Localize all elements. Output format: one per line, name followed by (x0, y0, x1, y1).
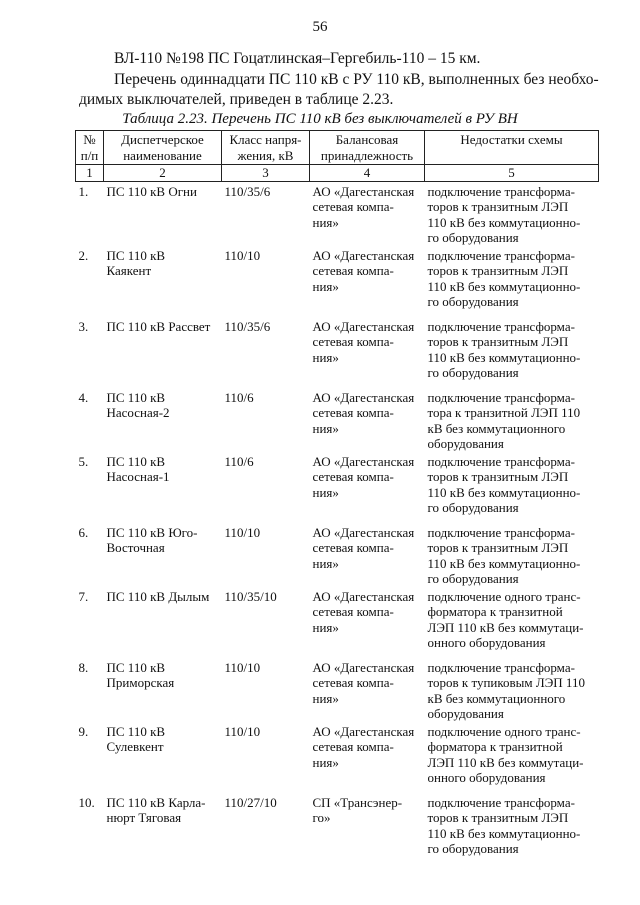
paragraph-intro-line1: Перечень одиннадцати ПС 110 кВ с РУ 110 кВ, выполненных без необхо- (114, 71, 599, 88)
row-number: 9. (78, 723, 89, 739)
substation-name: ПС 110 кВ Дылым (106, 588, 210, 604)
row-number: 4. (78, 389, 89, 405)
column-number: 1 (76, 165, 104, 182)
row-number: 2. (78, 247, 89, 263)
table-row (76, 246, 599, 317)
substation-name: ПС 110 кВ Каякент (106, 247, 166, 278)
substation-name: ПС 110 кВ Карла- нюрт Тяговая (106, 794, 206, 825)
table-row (76, 388, 599, 452)
substations-table (75, 130, 599, 857)
paragraph-intro-line2: димых выключателей, приведен в таблице 2.23. (79, 91, 394, 108)
scheme-defect: подключение трансформа- торов к тупиковым ЛЭП 110 кВ без коммутационного оборудования (427, 659, 585, 721)
voltage-class: 110/35/10 (224, 588, 277, 604)
voltage-class: 110/10 (224, 524, 261, 540)
row-number: 3. (78, 318, 89, 334)
column-number: 2 (104, 165, 222, 182)
ownership: АО «Дагестанская сетевая компа- ния» (312, 524, 415, 571)
ownership: АО «Дагестанская сетевая компа- ния» (312, 318, 415, 365)
voltage-class: 110/27/10 (224, 794, 277, 810)
paragraph-line-vl: ВЛ-110 №198 ПС Гоцатлинская–Гергебиль-110 – 15 км. (114, 50, 481, 67)
ownership: СП «Трансэнер- го» (312, 794, 403, 825)
column-number: 5 (425, 165, 599, 182)
ownership: АО «Дагестанская сетевая компа- ния» (312, 183, 415, 230)
table-caption: Таблица 2.23. Перечень ПС 110 кВ без выключателей в РУ ВН (122, 111, 518, 127)
row-number: 7. (78, 588, 89, 604)
substation-name: ПС 110 кВ Насосная-2 (106, 389, 170, 420)
scheme-defect: подключение трансформа- торов к транзитным ЛЭП 110 кВ без коммутационно- го оборудования (427, 524, 581, 586)
ownership: АО «Дагестанская сетевая компа- ния» (312, 247, 415, 294)
scheme-defect: подключение трансформа- тора к транзитной ЛЭП 110 кВ без коммутационного оборудования (427, 389, 581, 451)
ownership: АО «Дагестанская сетевая компа- ния» (312, 723, 415, 770)
scheme-defect: подключение одного транс- форматора к транзитной ЛЭП 110 кВ без коммутаци- онного оборудования (427, 588, 584, 650)
voltage-class: 110/10 (224, 723, 261, 739)
table-row (76, 793, 599, 857)
column-number: 4 (310, 165, 425, 182)
row-number: 5. (78, 453, 89, 469)
substation-name: ПС 110 кВ Приморская (106, 659, 175, 690)
substation-name: ПС 110 кВ Рассвет (106, 318, 211, 334)
scheme-defect: подключение одного транс- форматора к транзитной ЛЭП 110 кВ без коммутаци- онного оборудования (427, 723, 584, 785)
header-ownership: Балансовая принадлежность (310, 131, 425, 165)
scheme-defect: подключение трансформа- торов к транзитным ЛЭП 110 кВ без коммутационно- го оборудования (427, 794, 581, 856)
scheme-defect: подключение трансформа- торов к транзитным ЛЭП 110 кВ без коммутационно- го оборудования (427, 183, 581, 245)
voltage-class: 110/10 (224, 659, 261, 675)
table-row (76, 587, 599, 658)
column-number: 3 (222, 165, 310, 182)
table-header-row (76, 131, 599, 165)
scheme-defect: подключение трансформа- торов к транзитным ЛЭП 110 кВ без коммутационно- го оборудования (427, 318, 581, 380)
substation-name: ПС 110 кВ Юго- Восточная (106, 524, 198, 555)
row-number: 10. (78, 794, 95, 810)
row-number: 8. (78, 659, 89, 675)
ownership: АО «Дагестанская сетевая компа- ния» (312, 453, 415, 500)
header-voltage-class: Класс напря- жения, кВ (222, 131, 310, 165)
substation-name: ПС 110 кВ Огни (106, 183, 197, 199)
scheme-defect: подключение трансформа- торов к транзитным ЛЭП 110 кВ без коммутационно- го оборудования (427, 453, 581, 515)
ownership: АО «Дагестанская сетевая компа- ния» (312, 588, 415, 635)
voltage-class: 110/6 (224, 389, 254, 405)
row-number: 6. (78, 524, 89, 540)
header-scheme-defects: Недостатки схемы (425, 131, 599, 165)
table-row (76, 523, 599, 587)
voltage-class: 110/10 (224, 247, 261, 263)
page-number: 56 (312, 19, 328, 35)
substation-name: ПС 110 кВ Сулевкент (106, 723, 166, 754)
table-row (76, 722, 599, 793)
ownership: АО «Дагестанская сетевая компа- ния» (312, 389, 415, 436)
row-number: 1. (78, 183, 89, 199)
column-number-row (76, 165, 599, 182)
header-dispatch-name: Диспетчерское наименование (104, 131, 222, 165)
voltage-class: 110/6 (224, 453, 254, 469)
ownership: АО «Дагестанская сетевая компа- ния» (312, 659, 415, 706)
substation-name: ПС 110 кВ Насосная-1 (106, 453, 170, 484)
table-row (76, 181, 599, 246)
table-row (76, 317, 599, 388)
voltage-class: 110/35/6 (224, 183, 271, 199)
scheme-defect: подключение трансформа- торов к транзитным ЛЭП 110 кВ без коммутационно- го оборудования (427, 247, 581, 309)
table-row (76, 452, 599, 523)
voltage-class: 110/35/6 (224, 318, 271, 334)
table-row (76, 658, 599, 722)
header-number: № п/п (76, 131, 104, 165)
